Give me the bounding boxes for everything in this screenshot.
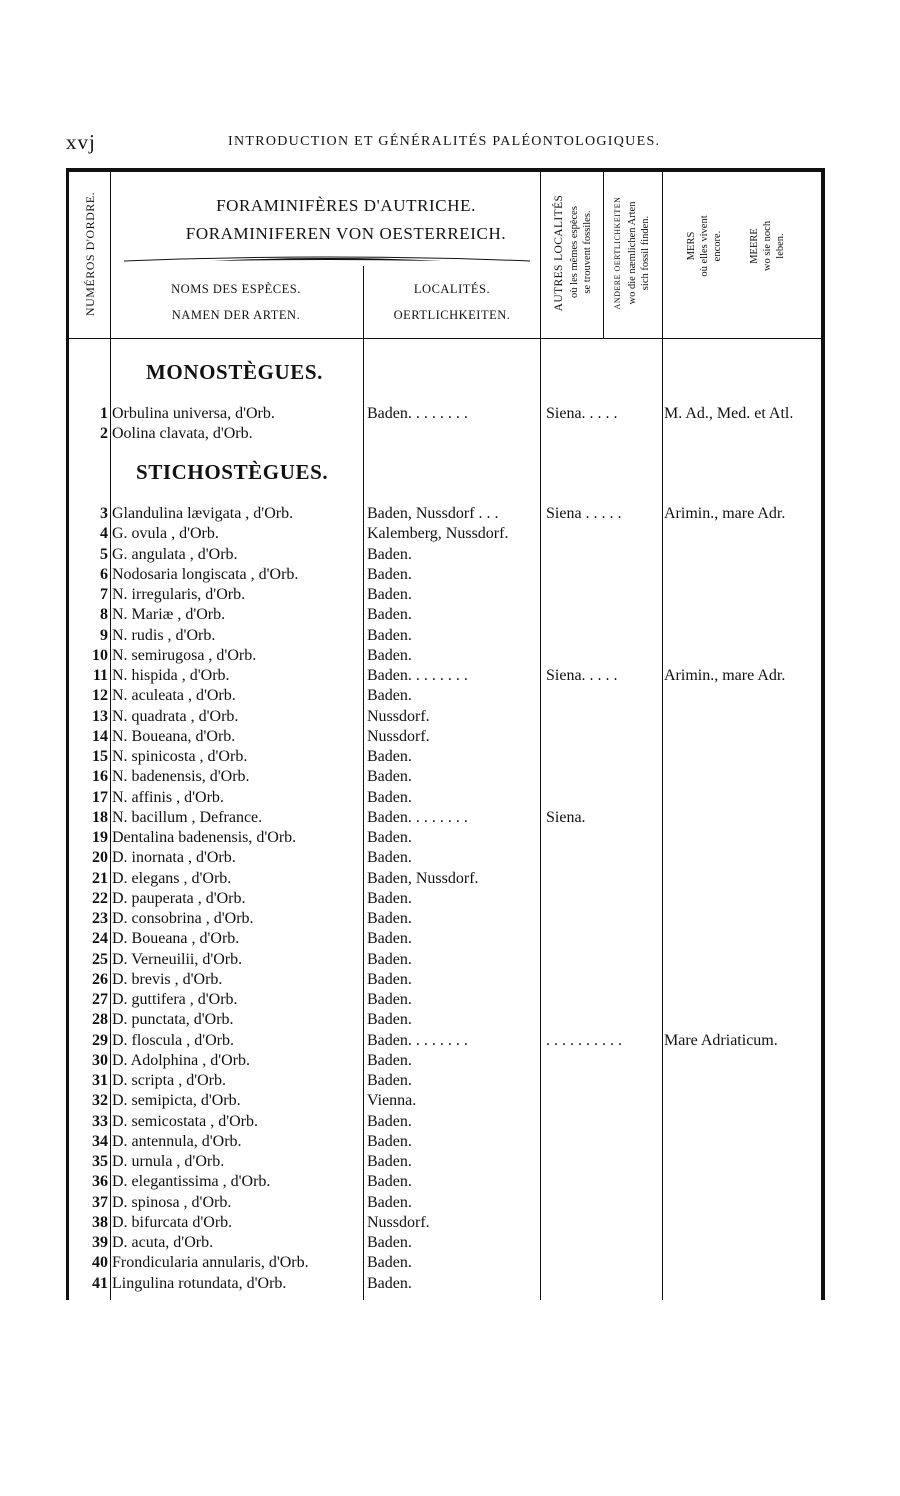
row-number: 23	[92, 910, 108, 927]
row-number: 34	[92, 1132, 108, 1150]
locality: Kalemberg, Nussdorf.	[367, 525, 509, 543]
row-number: 35	[92, 1153, 108, 1170]
living-sea: Arimin., mare Adr.	[664, 667, 786, 684]
locality: Baden.	[367, 910, 412, 927]
species-name: Orbulina universa, d'Orb.	[112, 405, 275, 422]
row-number: 11	[92, 667, 108, 684]
row-number: 1	[100, 405, 108, 422]
locality: Baden. . . . . . . .	[367, 808, 468, 826]
page-header	[66, 130, 666, 156]
table-row	[66, 909, 826, 929]
row-number: 5	[100, 545, 108, 563]
locality: Baden.	[367, 586, 412, 603]
row-number: 33	[92, 1112, 108, 1130]
locality: Baden.	[367, 768, 412, 786]
locality: Baden.	[367, 1234, 412, 1251]
locality: Baden.	[367, 748, 412, 765]
other-locality: . . . . . . . . . .	[546, 1031, 622, 1049]
locality: Baden.	[367, 1112, 412, 1130]
table-row	[66, 1091, 826, 1111]
table-row	[66, 1051, 826, 1071]
species-name: G. angulata , d'Orb.	[112, 545, 238, 563]
row-number: 36	[92, 1173, 108, 1191]
col-header-autres-3: se trouvent fossiles.	[582, 210, 593, 294]
table-row	[66, 1172, 826, 1192]
row-number: 10	[92, 646, 108, 664]
locality: Baden.	[367, 930, 412, 948]
species-name: D. guttifera , d'Orb.	[112, 991, 238, 1008]
table-row	[66, 848, 826, 868]
col-header-mers-1: MERS	[686, 231, 697, 261]
species-name: D. acuta, d'Orb.	[112, 1234, 214, 1251]
table-row	[66, 585, 826, 605]
species-name: D. bifurcata d'Orb.	[112, 1213, 233, 1231]
col-header-loc-fr: LOCALITÉS.	[413, 282, 491, 296]
other-locality: Siena. . . . .	[546, 405, 618, 422]
locality: Baden.	[367, 545, 412, 563]
locality: Baden.	[367, 1193, 412, 1211]
table-title-fr: FORAMINIFÈRES D'AUTRICHE.	[216, 196, 476, 215]
species-name: D. punctata, d'Orb.	[112, 1011, 234, 1029]
other-locality: Siena.	[546, 808, 586, 826]
species-name: N. quadrata , d'Orb.	[112, 707, 239, 725]
locality: Baden. . . . . . . .	[367, 1031, 468, 1049]
table-row	[66, 1274, 826, 1294]
locality: Baden.	[367, 970, 412, 988]
locality: Baden.	[367, 849, 412, 867]
table-row	[66, 626, 826, 646]
species-name: Frondicularia annularis, d'Orb.	[112, 1254, 309, 1272]
species-name: D. elegantissima , d'Orb.	[112, 1173, 271, 1191]
species-name: D. pauperata , d'Orb.	[112, 889, 246, 907]
species-name: N. irregularis, d'Orb.	[112, 586, 246, 603]
row-number: 8	[100, 606, 108, 624]
col-header-noms-fr: NOMS DES ESPÈCES.	[171, 282, 301, 296]
species-name: D. brevis , d'Orb.	[112, 970, 223, 988]
species-name: Lingulina rotundata, d'Orb.	[112, 1274, 287, 1292]
species-name: Oolina clavata, d'Orb.	[112, 425, 253, 442]
species-name: N. rudis , d'Orb.	[112, 626, 216, 644]
row-number: 18	[92, 808, 108, 826]
col-header-mers-2: où elles vivent	[699, 215, 710, 277]
row-number: 40	[92, 1254, 108, 1272]
row-number: 28	[92, 1011, 108, 1029]
table-row	[66, 970, 826, 990]
row-number: 21	[92, 869, 108, 887]
table-row	[66, 424, 826, 444]
species-name: N. affinis , d'Orb.	[112, 788, 224, 806]
living-sea: Arimin., mare Adr.	[664, 505, 786, 522]
species-name: D. urnula , d'Orb.	[112, 1153, 225, 1170]
row-number: 20	[92, 849, 108, 867]
table-row	[66, 747, 826, 767]
row-number: 32	[92, 1092, 108, 1110]
running-title: INTRODUCTION ET GÉNÉRALITÉS PALÉONTOLOGIQUES.	[228, 134, 661, 149]
row-number: 39	[92, 1234, 108, 1251]
locality: Baden, Nussdorf . . .	[367, 505, 499, 522]
table-row	[66, 1031, 826, 1051]
header-bottom-rule	[66, 338, 825, 339]
table-row	[66, 1010, 826, 1030]
row-number: 25	[92, 950, 108, 968]
locality: Baden.	[367, 646, 412, 664]
species-table	[66, 168, 826, 1300]
ornamental-rule	[122, 252, 532, 266]
col-header-autres-1: AUTRES LOCALITÉS	[553, 194, 565, 312]
row-number: 16	[92, 768, 108, 786]
row-number: 9	[100, 626, 108, 644]
row-number: 17	[92, 788, 108, 806]
row-number: 24	[92, 930, 108, 948]
table-row	[66, 605, 826, 625]
col-header-loc-de: OERTLICHKEITEN.	[393, 308, 511, 322]
row-number: 26	[92, 970, 108, 988]
col-sep-other-inner	[603, 172, 604, 338]
col-header-mers-3: encore.	[712, 230, 723, 262]
locality: Baden.	[367, 889, 412, 907]
locality: Baden.	[367, 1072, 412, 1089]
table-row	[66, 808, 826, 828]
row-number: 6	[100, 565, 108, 583]
row-number: 4	[100, 525, 108, 543]
col-header-andere-3: sich fossil finden.	[640, 215, 651, 291]
table-row	[66, 1112, 826, 1132]
locality: Baden.	[367, 626, 412, 644]
table-row	[66, 666, 826, 686]
locality: Baden. . . . . . . .	[367, 667, 468, 684]
locality: Baden.	[367, 606, 412, 624]
locality: Baden.	[367, 1011, 412, 1029]
row-number: 37	[92, 1193, 108, 1211]
table-row	[66, 1233, 826, 1253]
locality: Baden. . . . . . . .	[367, 405, 468, 422]
table-row	[66, 404, 826, 424]
species-name: D. elegans , d'Orb.	[112, 869, 232, 887]
table-row	[66, 929, 826, 949]
species-name: N. Mariæ , d'Orb.	[112, 606, 226, 624]
row-number: 19	[92, 829, 108, 846]
table-row	[66, 1071, 826, 1091]
species-name: N. aculeata , d'Orb.	[112, 687, 236, 705]
locality: Baden.	[367, 991, 412, 1008]
table-row	[66, 788, 826, 808]
row-number: 22	[92, 889, 108, 907]
row-number: 38	[92, 1213, 108, 1231]
table-row	[66, 646, 826, 666]
row-number: 3	[100, 505, 108, 522]
table-top-border	[66, 168, 825, 172]
species-name: D. Boueana , d'Orb.	[112, 930, 240, 948]
locality: Baden.	[367, 788, 412, 806]
table-row	[66, 950, 826, 970]
row-number: 7	[100, 586, 108, 603]
table-row	[66, 869, 826, 889]
species-name: D. Adolphina , d'Orb.	[112, 1051, 250, 1069]
other-locality: Siena. . . . .	[546, 667, 618, 684]
table-row	[66, 565, 826, 585]
locality: Baden.	[367, 1051, 412, 1069]
locality: Baden.	[367, 1153, 412, 1170]
row-number: 31	[92, 1072, 108, 1089]
species-name: D. antennula, d'Orb.	[112, 1132, 242, 1150]
table-row	[66, 727, 826, 747]
table-row	[66, 1213, 826, 1233]
locality: Baden.	[367, 1173, 412, 1191]
table-row	[66, 707, 826, 727]
table-row	[66, 990, 826, 1010]
species-name: N. hispida , d'Orb.	[112, 667, 230, 684]
other-locality: Siena . . . . .	[546, 505, 622, 522]
species-name: N. bacillum , Defrance.	[112, 808, 263, 826]
table-row	[66, 1132, 826, 1152]
table-row	[66, 524, 826, 544]
page-number: xvj	[66, 130, 96, 154]
col-header-meere-1: MEERE	[749, 228, 760, 264]
table-row	[66, 1152, 826, 1172]
table-row	[66, 767, 826, 787]
locality: Nussdorf.	[367, 727, 430, 745]
locality: Baden, Nussdorf.	[367, 869, 479, 887]
species-name: Dentalina badenensis, d'Orb.	[112, 829, 297, 846]
species-name: Glandulina lævigata , d'Orb.	[112, 505, 294, 522]
col-header-meere-3: leben.	[775, 233, 786, 259]
species-name: G. ovula , d'Orb.	[112, 525, 219, 543]
col-header-meere-2: wo sie noch	[762, 220, 773, 272]
table-row	[66, 545, 826, 565]
row-number: 12	[92, 687, 108, 705]
row-number: 30	[92, 1051, 108, 1069]
species-name: D. semicostata , d'Orb.	[112, 1112, 258, 1130]
section-heading-monostegues: MONOSTÈGUES.	[146, 360, 323, 384]
table-row	[66, 504, 826, 524]
species-name: D. semipicta, d'Orb.	[112, 1092, 241, 1110]
locality: Baden.	[367, 565, 412, 583]
col-header-numeros: NUMÉROS D'ORDRE.	[83, 191, 97, 317]
col-header-autres-2: où les mêmes espèces	[569, 206, 580, 298]
row-number: 2	[100, 425, 108, 442]
locality: Baden.	[367, 1254, 412, 1272]
row-number: 29	[92, 1031, 108, 1049]
table-row	[66, 828, 826, 848]
col-header-andere-1: ANDERE OERTLICHKEITEN	[613, 196, 622, 310]
species-name: Nodosaria longiscata , d'Orb.	[112, 565, 299, 583]
locality: Baden.	[367, 1274, 412, 1292]
locality: Baden.	[367, 950, 412, 968]
locality: Baden.	[367, 687, 412, 705]
table-row	[66, 1193, 826, 1213]
species-name: D. scripta , d'Orb.	[112, 1072, 226, 1089]
locality: Baden.	[367, 1132, 412, 1150]
table-row	[66, 686, 826, 706]
locality: Vienna.	[367, 1092, 417, 1110]
species-name: D. spinosa , d'Orb.	[112, 1193, 232, 1211]
living-sea: M. Ad., Med. et Atl.	[664, 405, 794, 422]
species-name: D. consobrina , d'Orb.	[112, 910, 254, 927]
col-header-andere-2: wo die næmlichen Arten	[627, 201, 638, 305]
species-name: N. spinicosta , d'Orb.	[112, 748, 248, 765]
species-name: N. badenensis, d'Orb.	[112, 768, 250, 786]
section-heading-stichostegues: STICHOSTÈGUES.	[136, 460, 329, 484]
species-name: D. inornata , d'Orb.	[112, 849, 236, 867]
locality: Baden.	[367, 829, 412, 846]
row-number: 13	[92, 707, 108, 725]
locality: Nussdorf.	[367, 1213, 430, 1231]
locality: Nussdorf.	[367, 707, 430, 725]
row-number: 15	[92, 748, 108, 765]
row-number: 14	[92, 727, 108, 745]
table-row	[66, 889, 826, 909]
row-number: 41	[92, 1274, 108, 1292]
col-header-noms-de: NAMEN DER ARTEN.	[171, 308, 301, 322]
species-name: N. semirugosa , d'Orb.	[112, 646, 257, 664]
species-name: D. Verneuilii, d'Orb.	[112, 950, 243, 968]
table-title-de: FORAMINIFEREN VON OESTERREICH.	[185, 224, 507, 243]
species-name: D. floscula , d'Orb.	[112, 1031, 234, 1049]
living-sea: Mare Adriaticum.	[664, 1031, 778, 1049]
species-name: N. Boueana, d'Orb.	[112, 727, 236, 745]
row-number: 27	[92, 991, 108, 1008]
table-row	[66, 1253, 826, 1273]
